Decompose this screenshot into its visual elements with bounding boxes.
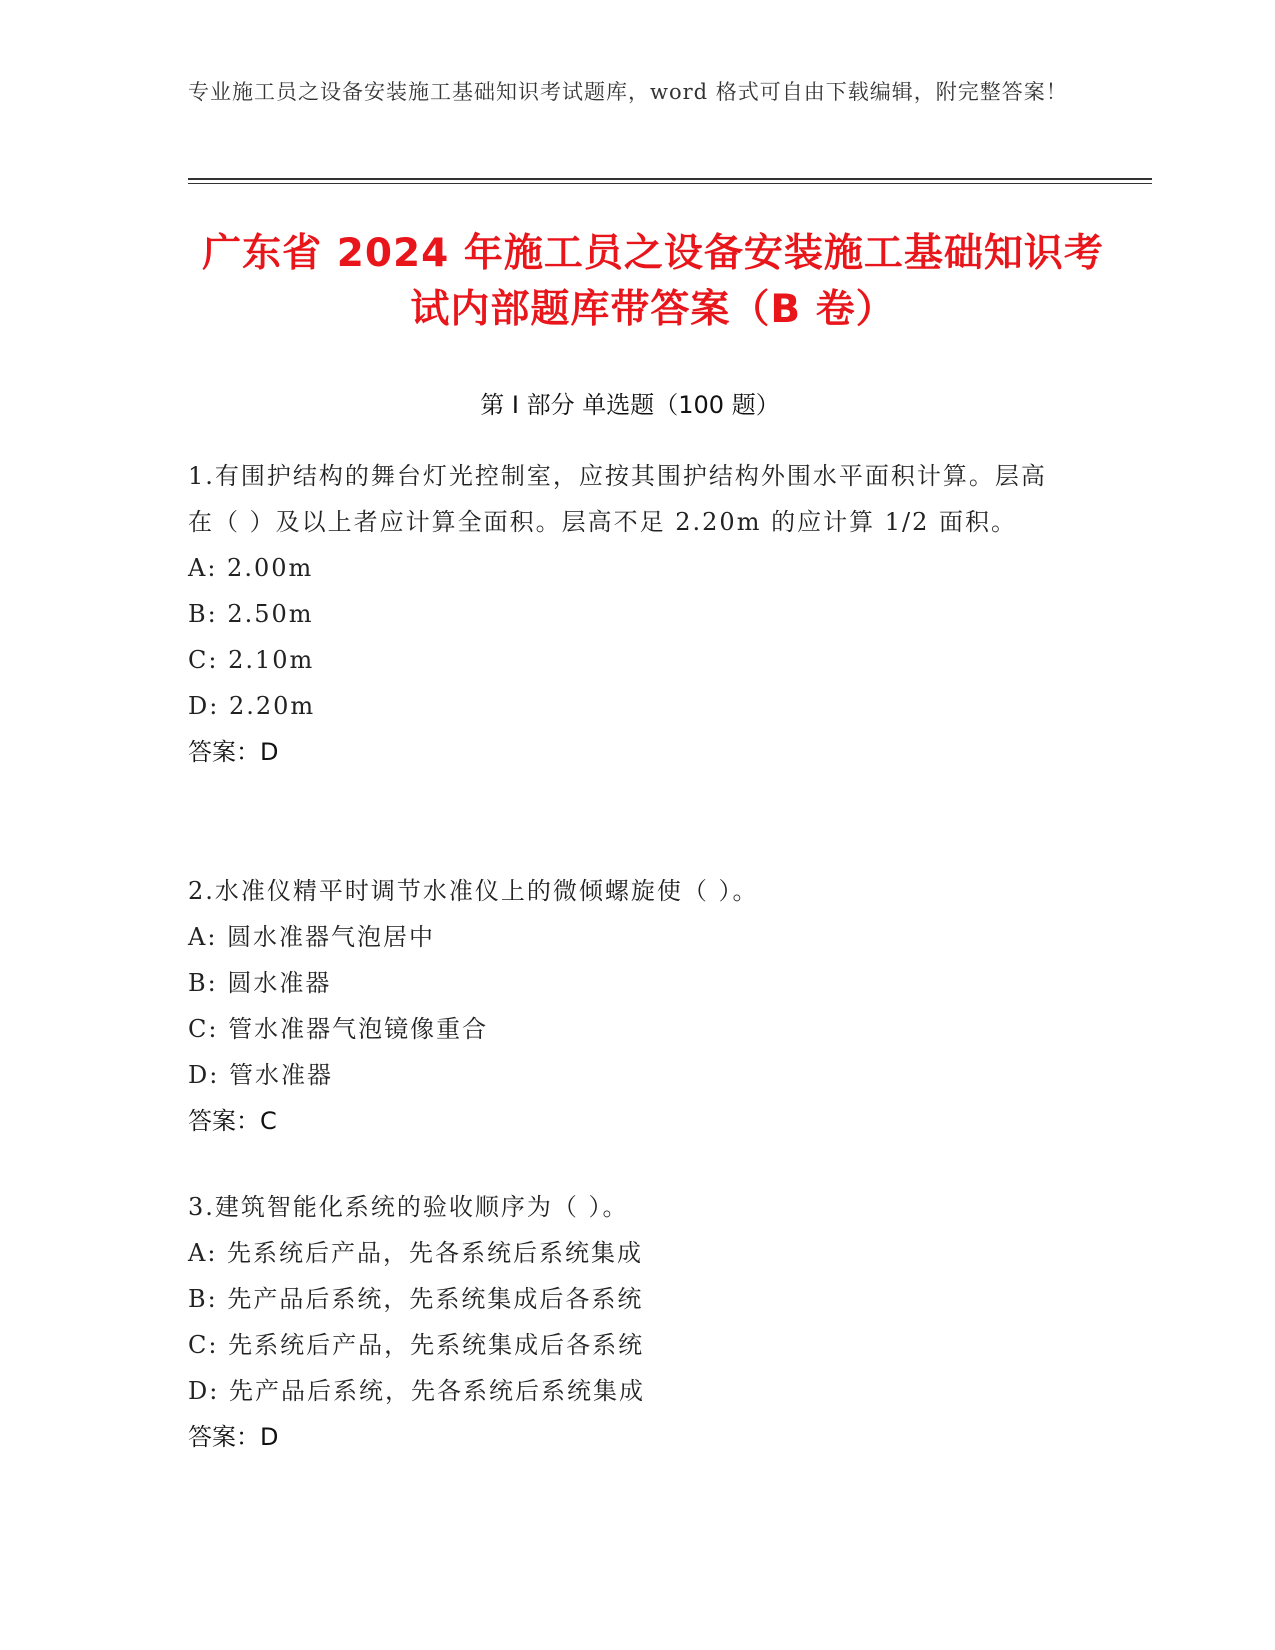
answer: 答案：C — [188, 1107, 277, 1135]
header-rule-thin — [188, 183, 1152, 184]
option-b: B: 圆水准器 — [188, 969, 332, 997]
section-title: 第 I 部分 单选题（100 题） — [480, 391, 780, 419]
question-stem: 1.有围护结构的舞台灯光控制室，应按其围护结构外围水平面积计算。层高在（ ）及以上者应计算全面积。层高不足 2.20m 的应计算 1/2 面积。 — [188, 462, 1047, 536]
question-stem: 2.水准仪精平时调节水准仪上的微倾螺旋使（ ）。 — [188, 877, 759, 905]
option-c: C: 2.10m — [188, 646, 315, 674]
document-title: 广东省 2024 年施工员之设备安装施工基础知识考试内部题库带答案（B 卷） — [202, 231, 1104, 332]
answer: 答案：D — [188, 738, 279, 766]
option-b: B: 2.50m — [188, 600, 314, 628]
option-b: B: 先产品后系统，先系统集成后各系统 — [188, 1285, 644, 1313]
question-stem: 3.建筑智能化系统的验收顺序为（ ）。 — [188, 1193, 629, 1221]
option-a: A: 圆水准器气泡居中 — [188, 923, 436, 951]
question-1 — [188, 453, 1068, 775]
header-rule-thick — [188, 178, 1152, 180]
question-2 — [188, 868, 1068, 1144]
option-c: C: 管水准器气泡镜像重合 — [188, 1015, 489, 1043]
question-3 — [188, 1184, 1068, 1460]
option-d: D: 先产品后系统，先各系统后系统集成 — [188, 1377, 645, 1405]
option-a: A: 2.00m — [188, 554, 314, 582]
option-c: C: 先系统后产品，先系统集成后各系统 — [188, 1331, 645, 1359]
header-note: 专业施工员之设备安装施工基础知识考试题库，word 格式可自由下载编辑，附完整答案！ — [188, 80, 1068, 104]
option-a: A: 先系统后产品，先各系统后系统集成 — [188, 1239, 644, 1267]
option-d: D: 管水准器 — [188, 1061, 333, 1089]
option-d: D: 2.20m — [188, 692, 316, 720]
answer: 答案：D — [188, 1423, 279, 1451]
